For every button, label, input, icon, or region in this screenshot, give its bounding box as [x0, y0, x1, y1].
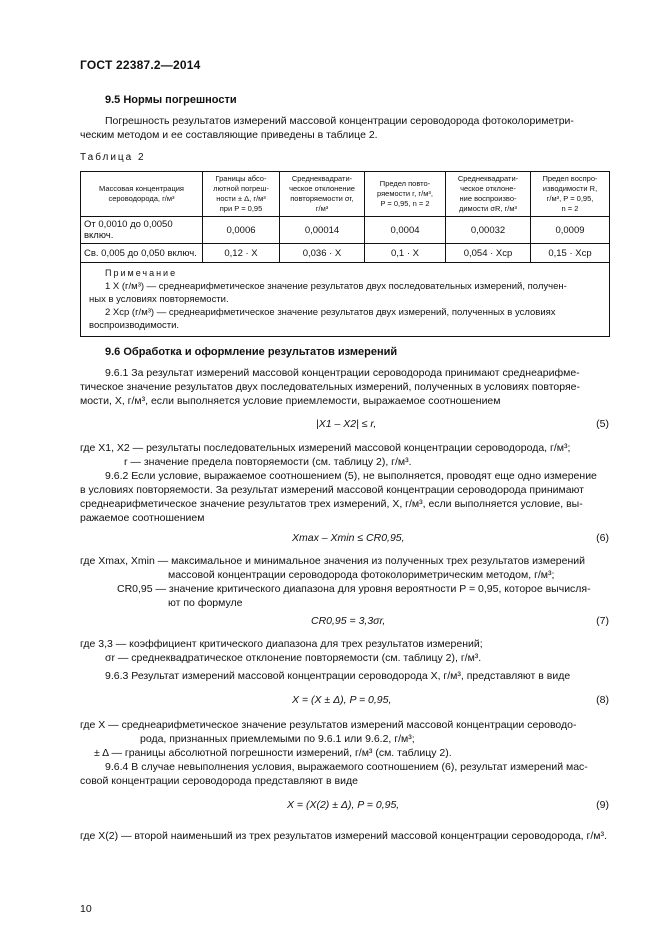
- para-9-6-2-line-1: 9.6.2 Если условие, выражаемое соотношением (5), не выполняется, проводят еще одно измерение: [105, 470, 597, 482]
- section-9-6-title: 9.6 Обработка и оформление результатов измерений: [105, 346, 398, 358]
- para-9-6-4-line-2: совой концентрации сероводорода представляют в виде: [80, 775, 358, 787]
- equation-9: X = (X(2) ± Δ), P = 0,95,: [287, 799, 400, 811]
- table-caption: Таблица 2: [80, 152, 146, 163]
- section-9-5-title: 9.5 Нормы погрешности: [105, 94, 237, 106]
- where-6-line-3: CR0,95 — значение критического диапазона для уровня вероятности P = 0,95, которое вычисля-: [117, 583, 591, 595]
- table-note-row: [81, 263, 610, 337]
- table-cell: 0,00014: [280, 217, 365, 244]
- where-6-line-1: где Xmax, Xmin — максимальное и минимальное значения из полученных трех результатов измерений: [80, 555, 586, 567]
- col-header-repeatability-sd: Среднеквадрати- ческое отклонение повторяемости σr, г/м³: [280, 172, 365, 217]
- note-1-line-2: ных в условиях повторяемости.: [89, 294, 229, 305]
- equation-5: |X1 – X2| ≤ r,: [316, 418, 377, 430]
- col-header-reproducibility-limit: Предел воспро- изводимости R, г/м³, P = 0,95, n = 2: [531, 172, 610, 217]
- para-9-6-3: 9.6.3 Результат измерений массовой концентрации сероводорода X, г/м³, представляют в виде: [105, 670, 571, 682]
- para-9-6-2-line-4: ражаемое соотношением: [80, 512, 205, 524]
- where-8-line-1: где X — среднеарифметическое значение результатов измерений массовой концентрации сероводо-: [80, 719, 577, 731]
- section-9-5-text-2: ческим методом и ее составляющие приведены в таблице 2.: [80, 129, 378, 141]
- table-cell: 0,036 · X: [280, 244, 365, 263]
- table-cell: 0,054 · Xср: [446, 244, 531, 263]
- para-9-6-2-line-3: среднеарифметическое значение результатов трех измерений, X, г/м³, если выполняется условие, вы-: [80, 498, 583, 510]
- para-9-6-1-line-2: тическое значение результатов двух последовательных измерений, полученных в условиях повторяе-: [80, 381, 580, 393]
- where-8-line-3: ± Δ — границы абсолютной погрешности измерений, г/м³ (см. таблицу 2).: [94, 747, 452, 759]
- where-9: где X(2) — второй наименьший из трех результатов измерений массовой концентрации сероводорода, г/м³.: [80, 830, 607, 842]
- table-cell: 0,00032: [446, 217, 531, 244]
- page-number: 10: [80, 903, 92, 915]
- note-2-line-2: воспроизводимости.: [89, 320, 180, 331]
- table-cell: Св. 0,005 до 0,050 включ.: [81, 244, 203, 263]
- where-8-line-2: рода, признанных приемлемыми по 9.6.1 или 9.6.2, г/м³;: [140, 733, 415, 745]
- table-cell: 0,12 · X: [203, 244, 280, 263]
- table-cell: От 0,0010 до 0,0050 включ.: [81, 217, 203, 244]
- para-9-6-4-line-1: 9.6.4 В случае невыполнения условия, выражаемого соотношением (6), результат измерений мас-: [105, 761, 588, 773]
- table-cell: 0,1 · X: [365, 244, 446, 263]
- table-note: [81, 263, 610, 337]
- note-title: Примечание: [105, 268, 178, 278]
- where-5-line-1: где X1, X2 — результаты последовательных измерений массовой концентрации сероводорода, г/м³;: [80, 442, 571, 454]
- where-7-line-2: σr — среднеквадратическое отклонение повторяемости (см. таблицу 2), г/м³.: [105, 652, 482, 664]
- para-9-6-2-line-2: в условиях повторяемости. За результат измерений массовой концентрации сероводорода принимают: [80, 484, 584, 496]
- col-header-reproducibility-sd: Среднеквадрати- ческое отклоне- ние воспроизво- димости σR, г/м³: [446, 172, 531, 217]
- table-row: [81, 217, 610, 244]
- note-2-line-1: 2 Xср (г/м³) — среднеарифметическое значение результатов двух измерений, полученных в условиях: [105, 307, 556, 318]
- equation-6-number: (6): [596, 532, 609, 544]
- table-cell: 0,15 · Xср: [531, 244, 610, 263]
- col-header-repeatability-limit: Предел повто- ряемости r, г/м³, P = 0,95, n = 2: [365, 172, 446, 217]
- table-cell: 0,0004: [365, 217, 446, 244]
- table-cell: 0,0006: [203, 217, 280, 244]
- table-2: [80, 171, 610, 337]
- equation-9-number: (9): [596, 799, 609, 811]
- col-header-abs-error: Границы абсо- лютной погреш- ности ± Δ, г/м³ при P = 0,95: [203, 172, 280, 217]
- para-9-6-1-line-3: мости, X, г/м³, если выполняется условие приемлемости, выражаемое соотношением: [80, 395, 501, 407]
- equation-8: X = (X ± Δ), P = 0,95,: [292, 694, 392, 706]
- where-7-line-1: где 3,3 — коэффициент критического диапазона для трех результатов измерений;: [80, 638, 483, 650]
- section-9-5-text-1: Погрешность результатов измерений массовой концентрации сероводорода фотоколориметри-: [105, 115, 574, 127]
- table-cell: 0,0009: [531, 217, 610, 244]
- equation-5-number: (5): [596, 418, 609, 430]
- table-header-row: [81, 172, 610, 217]
- where-6-line-4: ют по формуле: [168, 597, 243, 609]
- col-header-concentration: Массовая концентрация сероводорода, г/м³: [81, 172, 203, 217]
- equation-7-number: (7): [596, 615, 609, 627]
- equation-6: Xmax – Xmin ≤ CR0,95,: [292, 532, 405, 544]
- table-row: [81, 244, 610, 263]
- equation-7: CR0,95 = 3,3σr,: [311, 615, 386, 627]
- note-1-line-1: 1 X (г/м³) — среднеарифметическое значение результатов двух последовательных измерений, получен-: [105, 281, 567, 292]
- where-6-line-2: массовой концентрации сероводорода фотоколориметрическим методом, г/м³;: [168, 569, 555, 581]
- document-header: ГОСТ 22387.2—2014: [80, 58, 201, 72]
- equation-8-number: (8): [596, 694, 609, 706]
- where-5-line-2: r — значение предела повторяемости (см. таблицу 2), г/м³.: [124, 456, 412, 468]
- para-9-6-1-line-1: 9.6.1 За результат измерений массовой концентрации сероводорода принимают среднеарифме-: [105, 367, 580, 379]
